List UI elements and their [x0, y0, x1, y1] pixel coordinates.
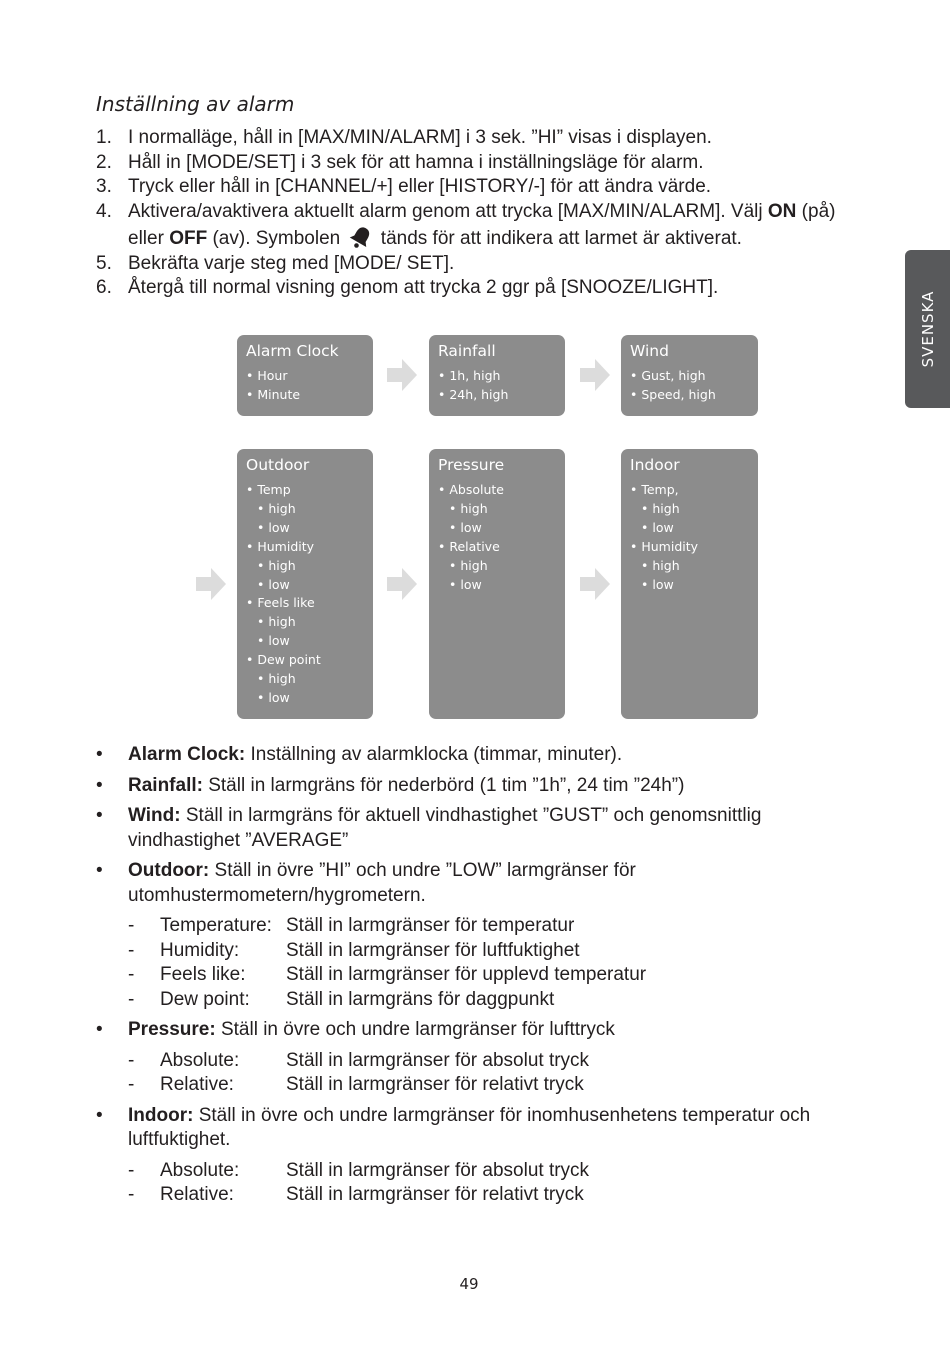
bullet-term: Outdoor:	[128, 860, 210, 881]
bullet-list	[96, 743, 816, 1214]
sub-item	[128, 963, 816, 988]
bullet-dot: •	[96, 1104, 103, 1126]
language-tab-label: SVENSKA	[918, 290, 937, 368]
flow-arrow-icon	[580, 359, 610, 391]
sub-item	[128, 939, 816, 964]
flow-box	[237, 335, 373, 416]
step-text: Tryck eller håll in [CHANNEL/+] eller [HISTORY/-] för att ändra värde.	[128, 176, 712, 197]
bullet-text	[128, 1104, 816, 1153]
step-list	[96, 126, 836, 301]
flow-box-item: • low	[246, 519, 364, 538]
flow-box	[621, 335, 758, 416]
sub-list	[128, 1049, 816, 1098]
flow-box-title: Alarm Clock	[246, 342, 339, 360]
sub-dash: -	[128, 1184, 135, 1205]
flow-box-item: • Humidity	[630, 538, 749, 557]
sub-dash: -	[128, 988, 135, 1010]
flow-box-item: • Hour	[246, 367, 364, 386]
sub-item	[128, 914, 816, 939]
bullet-term: Wind:	[128, 805, 181, 826]
step-number: 3.	[96, 176, 112, 197]
bullet-description: Ställ in övre och undre larmgränser för lufttryck	[215, 1019, 615, 1040]
flow-box-list	[630, 481, 749, 594]
bullet-description: Ställ in larmgräns för nederbörd (1 tim ”1h”, 24 tim ”24h”)	[202, 774, 685, 796]
bullet-text	[128, 804, 816, 853]
bullet-item	[96, 1018, 816, 1043]
sub-label: Feels like:	[160, 964, 246, 985]
sub-dash: -	[128, 1074, 135, 1095]
flow-box-item: • Temp,	[630, 481, 749, 500]
flow-box-item: • low	[246, 576, 364, 595]
bullet-description: Ställ in övre och undre larmgränser för inomhusenhetens temperatur och luftfuktighet.	[128, 1104, 811, 1150]
bullet-dot: •	[96, 1019, 103, 1040]
step-text: Återgå till normal visning genom att trycka 2 ggr på [SNOOZE/LIGHT].	[128, 277, 719, 298]
flow-box-item: • low	[630, 519, 749, 538]
step-number: 5.	[96, 252, 112, 274]
step-number: 4.	[96, 200, 112, 222]
step-item	[96, 126, 836, 151]
sub-value: Ställ in larmgränser för absolut tryck	[286, 1159, 590, 1181]
off-keyword: OFF	[169, 228, 208, 249]
step-item	[96, 252, 836, 277]
sub-value: Ställ in larmgränser för luftfuktighet	[286, 939, 580, 961]
flow-box-title: Pressure	[438, 456, 505, 474]
bullet-text	[128, 1018, 816, 1043]
bullet-text	[128, 774, 816, 799]
sub-list	[128, 914, 816, 1012]
sub-value: Ställ in larmgränser för relativt tryck	[286, 1074, 584, 1095]
language-tab	[905, 250, 950, 408]
flow-box-title: Outdoor	[246, 456, 310, 474]
flow-box-item: • Feels like	[246, 594, 364, 613]
sub-label: Relative:	[160, 1184, 234, 1205]
section-heading: Inställning av alarm	[96, 92, 295, 116]
flow-box-item: • high	[246, 500, 364, 519]
sub-value: Ställ in larmgränser för absolut tryck	[286, 1049, 590, 1071]
step-number: 6.	[96, 277, 112, 298]
sub-dash: -	[128, 1049, 135, 1071]
bullet-dot: •	[96, 805, 103, 826]
flow-box-item: • 1h, high	[438, 367, 556, 386]
flow-box-list	[438, 367, 556, 405]
flow-box-title: Wind	[630, 342, 669, 360]
sub-dash: -	[128, 964, 135, 985]
bullet-term: Rainfall:	[128, 774, 203, 796]
step-text-part: tänds för att indikera att larmet är aktiverat.	[375, 228, 742, 249]
flow-box-item: • Humidity	[246, 538, 364, 557]
step-text: I normalläge, håll in [MAX/MIN/ALARM] i 3 sek. ”HI” visas i displayen.	[128, 127, 712, 148]
sub-item	[128, 1073, 816, 1098]
step-text-part: (på) eller	[128, 200, 836, 249]
bullet-description: Ställ in larmgräns för aktuell vindhastighet ”GUST” och genomsnittlig vindhastighet ”AVERAGE”	[128, 805, 762, 851]
bullet-description: Inställning av alarmklocka (timmar, minuter).	[245, 744, 623, 765]
flow-box	[429, 335, 565, 416]
flow-box-item: • high	[438, 557, 556, 576]
step-number: 2.	[96, 151, 112, 173]
flow-box-item: • Absolute	[438, 481, 556, 500]
step-item	[96, 175, 836, 200]
page-number: 49	[459, 1275, 479, 1293]
flow-box	[429, 449, 565, 719]
flow-box-item: • low	[438, 576, 556, 595]
bullet-dot: •	[96, 744, 103, 765]
flow-box-item: • Dew point	[246, 651, 364, 670]
flow-box-title: Rainfall	[438, 342, 496, 360]
flow-arrow-icon	[387, 359, 417, 391]
bullet-term: Alarm Clock:	[128, 744, 246, 765]
flow-box-list	[246, 481, 364, 708]
flow-box-item: • Speed, high	[630, 386, 749, 405]
flow-box-title: Indoor	[630, 456, 680, 474]
sub-list	[128, 1159, 816, 1208]
step-text-part: (av). Symbolen	[207, 228, 346, 249]
bullet-text	[128, 743, 816, 768]
flow-arrow-icon	[580, 568, 610, 600]
flow-box-item: • Gust, high	[630, 367, 749, 386]
sub-value: Ställ in larmgränser för temperatur	[286, 915, 575, 936]
flow-box	[621, 449, 758, 719]
flow-box-item: • Minute	[246, 386, 364, 405]
flow-box-item: • high	[630, 500, 749, 519]
bullet-item	[96, 1104, 816, 1153]
sub-label: Absolute:	[160, 1159, 240, 1181]
flow-box-item: • high	[630, 557, 749, 576]
bullet-term: Indoor:	[128, 1104, 194, 1126]
sub-value: Ställ in larmgränser för relativt tryck	[286, 1184, 584, 1205]
flow-box	[237, 449, 373, 719]
flow-box-item: • 24h, high	[438, 386, 556, 405]
sub-item	[128, 988, 816, 1013]
sub-label: Relative:	[160, 1074, 234, 1095]
step-text-part: Aktivera/avaktivera aktuellt alarm genom att trycka [MAX/MIN/ALARM]. Välj	[128, 200, 768, 222]
bullet-dot: •	[96, 774, 103, 796]
flow-arrow-icon	[196, 568, 226, 600]
sub-dash: -	[128, 939, 135, 961]
flow-box-list	[246, 367, 364, 405]
flow-box-item: • Relative	[438, 538, 556, 557]
bullet-text	[128, 859, 816, 908]
step-text: Bekräfta varje steg med [MODE/ SET].	[128, 252, 455, 274]
sub-item	[128, 1159, 816, 1184]
flow-box-item: • high	[246, 670, 364, 689]
sub-label: Humidity:	[160, 939, 240, 961]
bullet-item	[96, 774, 816, 799]
sub-label: Dew point:	[160, 988, 250, 1010]
flow-box-item: • low	[246, 689, 364, 708]
flow-box-item: • high	[246, 557, 364, 576]
bell-icon	[348, 224, 374, 250]
bullet-term: Pressure:	[128, 1019, 216, 1040]
step-text: Håll in [MODE/SET] i 3 sek för att hamna i inställningsläge för alarm.	[128, 151, 704, 173]
flow-box-list	[438, 481, 556, 594]
step-item	[96, 151, 836, 176]
sub-label: Absolute:	[160, 1049, 240, 1071]
flow-box-item: • high	[246, 613, 364, 632]
flow-box-list	[630, 367, 749, 405]
flow-box-item: • high	[438, 500, 556, 519]
flow-box-item: • Temp	[246, 481, 364, 500]
sub-item	[128, 1183, 816, 1208]
step-number: 1.	[96, 127, 112, 148]
on-keyword: ON	[767, 200, 797, 222]
bullet-description: Ställ in övre ”HI” och undre ”LOW” larmgränser för utomhustermometern/hygrometern.	[128, 860, 636, 906]
sub-value: Ställ in larmgränser för upplevd temperatur	[286, 964, 647, 985]
flow-box-item: • low	[246, 632, 364, 651]
flow-box-item: • low	[438, 519, 556, 538]
step-item	[96, 276, 836, 301]
sub-label: Temperature:	[160, 915, 272, 936]
step-text	[128, 200, 836, 252]
sub-dash: -	[128, 915, 135, 936]
flow-box-item: • low	[630, 576, 749, 595]
sub-value: Ställ in larmgräns för daggpunkt	[286, 988, 555, 1010]
bullet-item	[96, 743, 816, 768]
sub-item	[128, 1049, 816, 1074]
bullet-item	[96, 859, 816, 908]
sub-dash: -	[128, 1159, 135, 1181]
bullet-dot: •	[96, 860, 103, 881]
step-item	[96, 200, 836, 252]
bullet-item	[96, 804, 816, 853]
flow-arrow-icon	[387, 568, 417, 600]
